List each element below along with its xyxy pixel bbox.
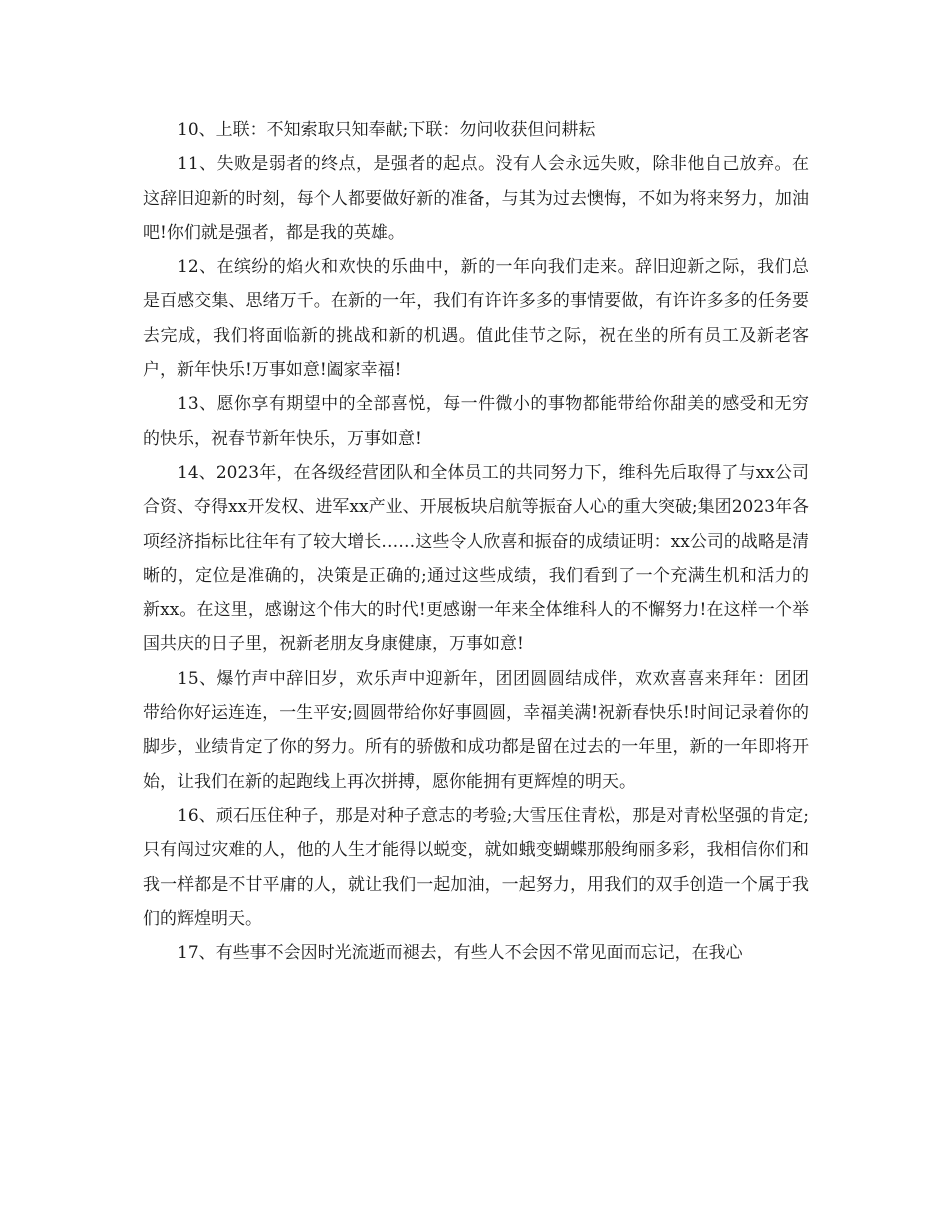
paragraph-12: 12、在缤纷的焰火和欢快的乐曲中，新的一年向我们走来。辞旧迎新之际，我们总是百感交集、思绪万千。在新的一年，我们有许许多多的事情要做，有许许多多的任务要去完成，我们将面临新的挑战和新的机遇。值此佳节之际，祝在坐的所有员工及新老客户，新年快乐!万事如意!阖家幸福!	[143, 257, 809, 381]
paragraph-14: 14、2023年，在各级经营团队和全体员工的共同努力下，维科先后取得了与xx公司合资、夺得xx开发权、进军xx产业、开展板块启航等振奋人心的重大突破;集团2023年各项经济指标比往年有了较大增长……这些令人欣喜和振奋的成绩证明：xx公司的战略是清晰的，定位是准确的，决策是正确的;通过这些成绩，我们看到了一个充满生机和活力的新xx。在这里，感谢这个伟大的时代!更感谢一年来全体维科人的不懈努力!在这样一个举国共庆的日子里，祝新老朋友身康健康，万事如意!	[143, 462, 809, 655]
paragraph-11: 11、失败是弱者的终点，是强者的起点。没有人会永远失败，除非他自己放弃。在这辞旧迎新的时刻，每个人都要做好新的准备，与其为过去懊悔，不如为将来努力，加油吧!你们就是强者，都是我的英雄。	[143, 154, 809, 243]
paragraph-15: 15、爆竹声中辞旧岁，欢乐声中迎新年，团团圆圆结成伴，欢欢喜喜来拜年：团团带给你好运连连，一生平安;圆圆带给你好事圆圆，幸福美满!祝新春快乐!时间记录着你的脚步，业绩肯定了你的努力。所有的骄傲和成功都是留在过去的一年里，新的一年即将开始，让我们在新的起跑线上再次拼搏，愿你能拥有更辉煌的明天。	[143, 668, 809, 792]
paragraph-13: 13、愿你享有期望中的全部喜悦，每一件微小的事物都能带给你甜美的感受和无穷的快乐，祝春节新年快乐，万事如意!	[143, 394, 809, 449]
paragraph-10: 10、上联：不知索取只知奉献;下联：勿问收获但问耕耘	[177, 120, 596, 140]
document-body	[143, 113, 809, 970]
paragraph-16: 16、顽石压住种子，那是对种子意志的考验;大雪压住青松，那是对青松坚强的肯定;只有闯过灾难的人，他的人生才能得以蜕变，就如蛾变蝴蝶那般绚丽多彩，我相信你们和我一样都是不甘平庸的人，就让我们一起加油，一起努力，用我们的双手创造一个属于我们的辉煌明天。	[143, 805, 809, 929]
paragraph-17: 17、有些事不会因时光流逝而褪去，有些人不会因不常见面而忘记，在我心	[177, 943, 743, 964]
